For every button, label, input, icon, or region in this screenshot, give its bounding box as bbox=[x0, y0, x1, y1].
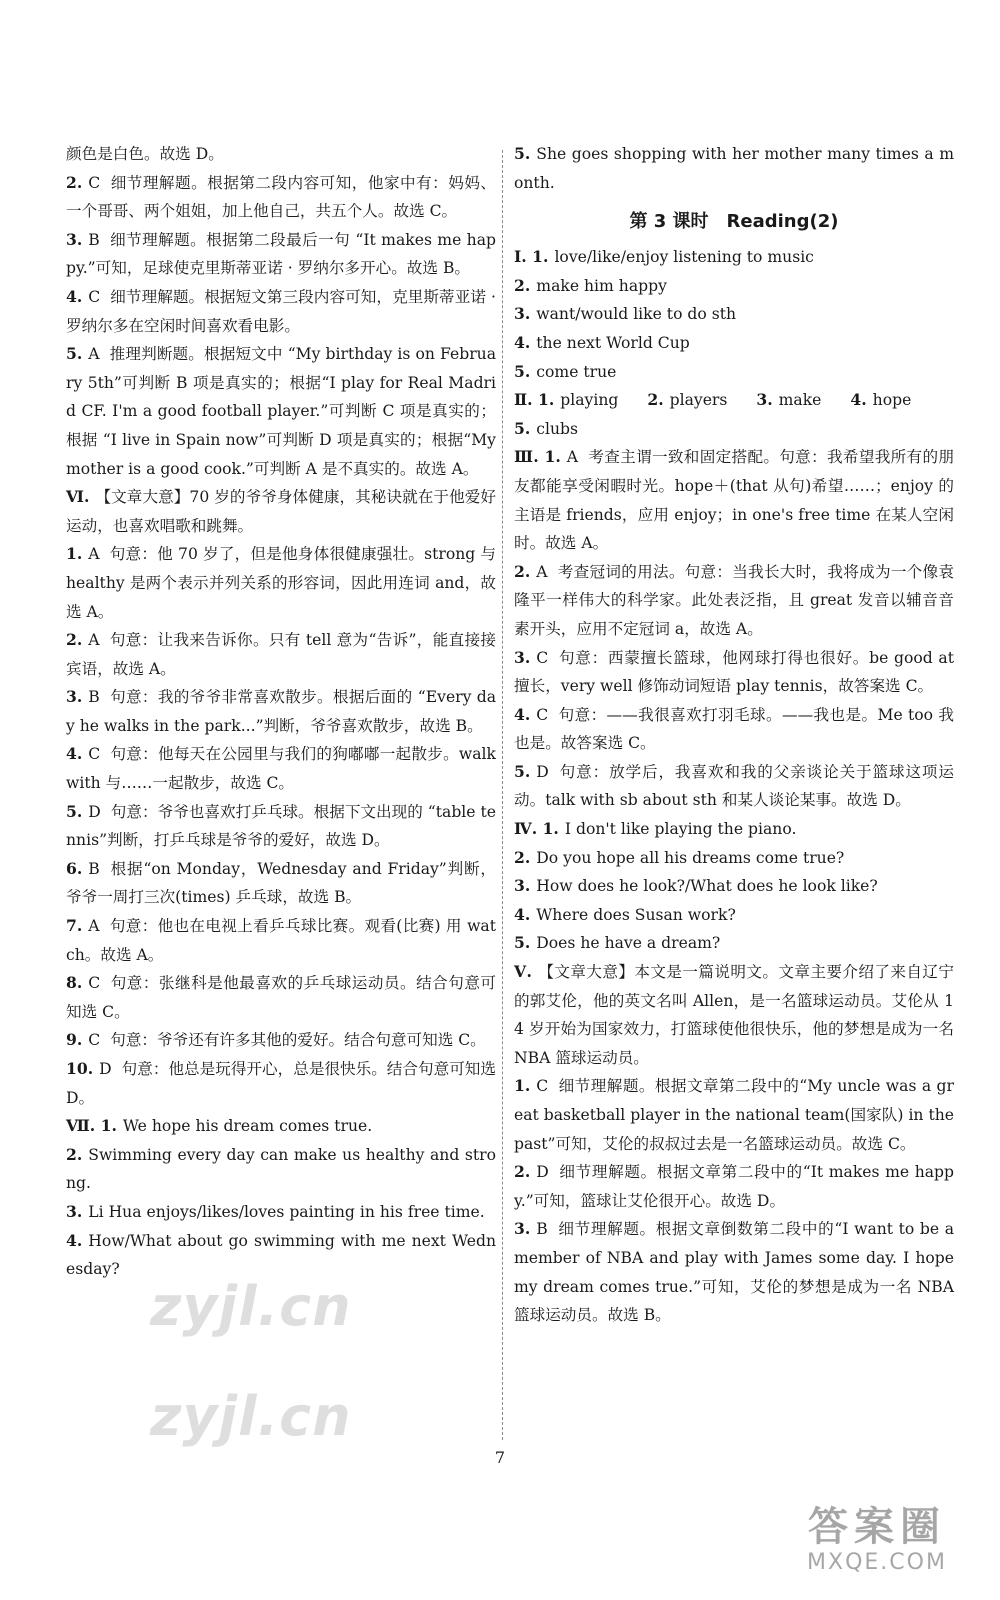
answer-item bbox=[66, 1055, 496, 1112]
item-number: 10. bbox=[66, 1059, 94, 1078]
answer-item bbox=[66, 1227, 496, 1284]
answer-item bbox=[514, 300, 954, 329]
answer-item bbox=[514, 758, 954, 815]
item-number: 4. bbox=[514, 332, 531, 352]
item-text: Swimming every day can make us healthy and strong. bbox=[66, 1145, 496, 1193]
answer-item bbox=[514, 443, 954, 557]
item-number: 4. bbox=[66, 744, 83, 764]
answer-item bbox=[514, 272, 954, 301]
answer-item bbox=[66, 540, 496, 626]
item-text: 句意：他 70 岁了，但是他身体很健康强壮。strong 与 healthy 是两个表示并列关系的形容词，因此用连词 and，故选 A。 bbox=[66, 545, 496, 621]
item-answer-letter: A bbox=[566, 448, 579, 467]
item-number: 5. bbox=[66, 344, 83, 364]
right-column bbox=[514, 140, 954, 1330]
answer-item bbox=[514, 1158, 954, 1215]
item-number: 2. bbox=[66, 1144, 83, 1164]
item-text: 考查冠词的用法。句意：当我长大时，我将成为一个像袁隆平一样伟大的科学家。此处表泛指，且 great 发音以辅音音素开头，应用不定冠词 a，故选 A。 bbox=[514, 562, 954, 638]
item-number: 3. bbox=[66, 229, 83, 249]
item-number: 5. bbox=[514, 144, 531, 163]
watermark: zyjl.cn bbox=[150, 1385, 352, 1448]
answer-item bbox=[514, 815, 954, 844]
item-text: 考查主谓一致和固定搭配。句意：我希望我所有的朋友都能享受闲暇时光。hope＋(that 从句)希望……；enjoy 的主语是 friends，应用 enjoy；in one's free time 在某人空闲时。故选 A。 bbox=[514, 448, 954, 553]
item-number: 4. bbox=[66, 1230, 83, 1250]
answer-item bbox=[514, 558, 954, 644]
item-answer-letter: A bbox=[88, 345, 100, 364]
item-number: 3. bbox=[514, 647, 531, 667]
item-number: 4. bbox=[514, 704, 531, 724]
item-text: love/like/enjoy listening to music bbox=[554, 248, 814, 267]
answer-item bbox=[66, 912, 496, 969]
item-text: 句意：放学后，我喜欢和我的父亲谈论关于篮球这项运动。talk with sb about sth 和某人谈论某事。故选 D。 bbox=[514, 762, 954, 810]
item-answer-letter: C bbox=[88, 974, 101, 993]
item-text: want/would like to do sth bbox=[536, 305, 737, 324]
corner-logo: 答案圈 MXQE.COM bbox=[807, 1504, 947, 1575]
item-number: 3. bbox=[514, 1219, 531, 1239]
item-answer-letter: C bbox=[88, 287, 101, 306]
item-text: 细节理解题。根据第二段最后一句 “It makes me happy.”可知，足球使克里斯蒂亚诺 · 罗纳尔多开心。故选 B。 bbox=[66, 230, 496, 278]
answer-item bbox=[66, 226, 496, 283]
answer-item bbox=[66, 626, 496, 683]
page-number: 7 bbox=[494, 1448, 506, 1467]
item-text: 【文章大意】70 岁的爷爷身体健康，其秘诀就在于他爱好运动，也喜欢唱歌和跳舞。 bbox=[66, 488, 496, 535]
item-text: 细节理解题。根据文章第二段中的“It makes me happy.”可知，篮球让艾伦很开心。故选 D。 bbox=[514, 1163, 954, 1210]
column-divider bbox=[502, 150, 503, 1440]
item-text: 句意：——我很喜欢打羽毛球。——我也是。Me too 我也是。故答案选 C。 bbox=[514, 705, 954, 753]
item-text: 细节理解题。根据文章第二段中的“My uncle was a great basketball player in the national team(国家队) in the past”可知，艾伦的叔叔过去是一名篮球运动员。故选 C。 bbox=[514, 1077, 954, 1153]
section-heading: 第 3 课时 Reading(2) bbox=[629, 211, 839, 233]
item-number: 5. bbox=[66, 801, 83, 821]
item-answer-letter: B bbox=[88, 859, 100, 878]
item-number: 5. bbox=[514, 361, 531, 381]
item-text: 句意：我的爷爷非常喜欢散步。根据后面的 “Every day he walks in the park...”判断，爷爷喜欢散步，故选 B。 bbox=[66, 688, 496, 735]
item-text: 细节理解题。根据文章倒数第二段中的“I want to be a member of NBA and play with James some day. I hope my dream comes true.”可知，艾伦的梦想是成为一名 NBA 篮球运动员。故选 B。 bbox=[514, 1220, 954, 1325]
item-text: the next World Cup bbox=[536, 333, 690, 352]
item-text: Do you hope all his dreams come true? bbox=[536, 848, 845, 867]
item-number: 1. bbox=[66, 544, 83, 564]
answer-item bbox=[66, 855, 496, 912]
item-number: 7. bbox=[66, 916, 83, 936]
item-text: Does he have a dream? bbox=[536, 934, 721, 953]
item-number: 2. bbox=[66, 172, 83, 192]
answer-item bbox=[514, 958, 954, 1072]
item-number: 5. bbox=[514, 761, 531, 781]
item-text: How/What about go swimming with me next Wednesday? bbox=[66, 1231, 496, 1279]
answer-item bbox=[66, 798, 496, 855]
item-text: She goes shopping with her mother many times a month. bbox=[514, 145, 954, 192]
item-text: make him happy bbox=[536, 276, 667, 295]
item-answer-letter: C bbox=[88, 173, 101, 192]
item-text: 句意：张继科是他最喜欢的乒乓球运动员。结合句意可知选 C。 bbox=[66, 974, 496, 1021]
item-text: 句意：爷爷也喜欢打乒乓球。根据下文出现的 “table tennis”判断，打乒乓球是爷爷的爱好，故选 D。 bbox=[66, 802, 496, 850]
answer-item bbox=[514, 1215, 954, 1329]
item-answer-letter: D bbox=[536, 762, 549, 781]
item-text: How does he look?/What does he look like? bbox=[536, 877, 878, 896]
item-number: Ⅵ. bbox=[66, 487, 90, 507]
item-answer-letter: D bbox=[536, 1163, 549, 1182]
item-number: Ⅲ. 1. bbox=[514, 447, 561, 467]
item-answer-letter: C bbox=[88, 1031, 101, 1050]
item-answer-letter: A bbox=[536, 562, 548, 581]
answer-item bbox=[514, 329, 954, 358]
item-number: Ⅳ. 1. bbox=[514, 819, 559, 839]
answer-item bbox=[66, 140, 496, 169]
item-text: 句意：他也在电视上看乒乓球比赛。观看(比赛) 用 watch。故选 A。 bbox=[66, 917, 496, 964]
answer-item bbox=[514, 243, 954, 272]
item-answer-letter: D bbox=[88, 802, 101, 821]
part2-answers: Ⅱ. 1. playing 2. players 3. make 4. hope bbox=[514, 390, 912, 410]
answer-item bbox=[514, 1072, 954, 1158]
item-number: 1. bbox=[514, 1076, 531, 1096]
item-text: 句意：他每天在公园里与我们的狗嘟嘟一起散步。walk with 与……一起散步，故选 C。 bbox=[66, 745, 496, 793]
item-answer-letter: C bbox=[536, 648, 549, 667]
answer-item bbox=[66, 169, 496, 226]
item-text: 句意：让我来告诉你。只有 tell 意为“告诉”，能直接接宾语，故选 A。 bbox=[66, 631, 496, 678]
answer-item bbox=[66, 740, 496, 797]
item-number: 3. bbox=[514, 304, 531, 324]
item-text: 细节理解题。根据短文第三段内容可知，克里斯蒂亚诺 · 罗纳尔多在空闲时间喜欢看电影。 bbox=[66, 287, 496, 335]
item-number: 2. bbox=[514, 1162, 531, 1182]
item-answer-letter: B bbox=[88, 688, 100, 707]
item-answer-letter: A bbox=[88, 917, 100, 936]
item-text: 句意：他总是玩得开心，总是很快乐。结合句意可知选 D。 bbox=[66, 1060, 496, 1107]
answer-item bbox=[514, 901, 954, 930]
answer-item bbox=[66, 283, 496, 340]
item-answer-letter: A bbox=[88, 631, 100, 650]
item-text: 句意：西蒙擅长篮球，他网球打得也很好。be good at 擅长，very well 修饰动词短语 play tennis，故答案选 C。 bbox=[514, 648, 954, 696]
answer-item bbox=[66, 1112, 496, 1141]
item-text: Li Hua enjoys/likes/loves painting in his free time. bbox=[88, 1202, 485, 1221]
answer-item bbox=[66, 969, 496, 1026]
item-number: Ⅰ. 1. bbox=[514, 247, 549, 267]
item-number: 3. bbox=[66, 687, 83, 707]
answer-item bbox=[66, 340, 496, 483]
item-text: 【文章大意】本文是一篇说明文。文章主要介绍了来自辽宁的郭艾伦，他的英文名叫 Allen，是一名篮球运动员。艾伦从 14 岁开始为国家效力，打篮球使他很快乐，他的梦想是成为一名 NBA 篮球运动员。 bbox=[514, 963, 954, 1067]
part2-answer-5: 5. clubs bbox=[514, 418, 579, 438]
item-answer-letter: B bbox=[88, 230, 100, 249]
item-text: Where does Susan work? bbox=[536, 905, 736, 924]
item-text: come true bbox=[536, 362, 617, 381]
item-answer-letter: A bbox=[88, 545, 100, 564]
item-answer-letter: C bbox=[88, 745, 101, 764]
answer-item bbox=[66, 1198, 496, 1227]
left-column bbox=[66, 140, 496, 1284]
answer-item bbox=[514, 929, 954, 958]
answer-item bbox=[66, 1026, 496, 1055]
item-text: 细节理解题。根据第二段内容可知，他家中有：妈妈、一个哥哥、两个姐姐，加上他自己，共五个人。故选 C。 bbox=[66, 173, 496, 221]
item-number: 2. bbox=[66, 630, 83, 650]
answer-item bbox=[514, 140, 954, 197]
item-answer-letter: C bbox=[536, 1077, 549, 1096]
item-number: 2. bbox=[514, 275, 531, 295]
answer-item bbox=[66, 683, 496, 740]
item-text: I don't like playing the piano. bbox=[564, 820, 797, 839]
answer-item bbox=[514, 872, 954, 901]
item-number: Ⅴ. bbox=[514, 962, 532, 982]
item-answer-letter: D bbox=[99, 1060, 112, 1078]
item-answer-letter: C bbox=[536, 705, 549, 724]
item-text: We hope his dream comes true. bbox=[122, 1117, 373, 1136]
item-number: 4. bbox=[514, 904, 531, 924]
item-number: 6. bbox=[66, 858, 83, 878]
answer-item bbox=[514, 358, 954, 387]
item-text: 根据“on Monday，Wednesday and Friday”判断，爷爷一周打三次(times) 乒乓球，故选 B。 bbox=[66, 859, 496, 907]
item-text: 颜色是白色。故选 D。 bbox=[66, 145, 224, 163]
item-number: 8. bbox=[66, 973, 83, 993]
item-number: 3. bbox=[66, 1201, 83, 1221]
answer-item bbox=[66, 1141, 496, 1198]
answer-item bbox=[514, 844, 954, 873]
item-answer-letter: B bbox=[536, 1220, 548, 1239]
answer-item bbox=[514, 644, 954, 701]
item-number: 2. bbox=[514, 847, 531, 867]
item-number: 9. bbox=[66, 1030, 83, 1050]
item-number: 3. bbox=[514, 876, 531, 896]
answer-item bbox=[66, 483, 496, 540]
item-text: 推理判断题。根据短文中 “My birthday is on February 5th”可判断 B 项是真实的；根据“I play for Real Madrid CF. I'm a good football player.”可判断 C 项是真实的；根据 “I live in Spain now”可判断 D 项是真实的；根据“My mother is a good cook.”可判断 A 是不真实的。故选 A。 bbox=[66, 345, 496, 478]
answer-item bbox=[514, 701, 954, 758]
item-number: Ⅶ. 1. bbox=[66, 1116, 117, 1136]
watermark: zyjl.cn bbox=[150, 1275, 352, 1338]
item-number: 5. bbox=[514, 933, 531, 953]
item-text: 句意：爷爷还有许多其他的爱好。结合句意可知选 C。 bbox=[110, 1031, 486, 1050]
item-number: 4. bbox=[66, 286, 83, 306]
item-number: 2. bbox=[514, 561, 531, 581]
